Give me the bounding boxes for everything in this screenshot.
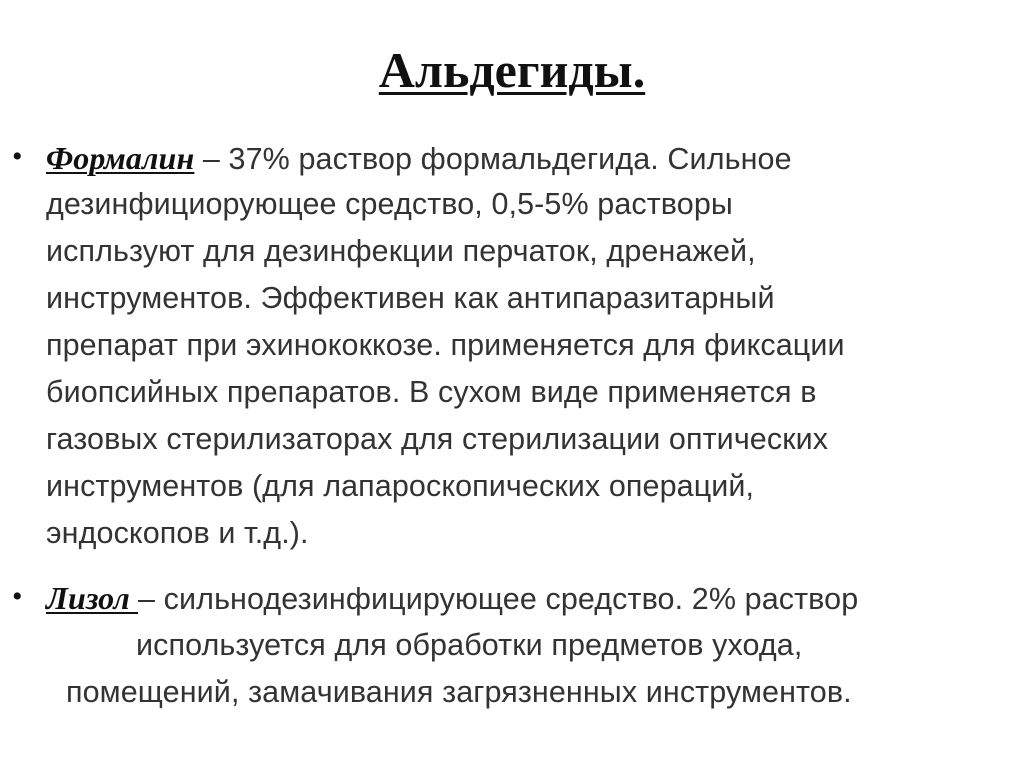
paragraph-line: используется для обработки предметов ухода, [136, 628, 803, 662]
paragraph-line: препарат при эхинококкозе. применяется для фиксации [46, 328, 845, 362]
bullet-marker: • [12, 140, 23, 173]
slide-title-text: Альдегиды. [378, 42, 646, 98]
paragraph-line: дезинфициорующее средство, 0,5-5% растворы [46, 187, 733, 221]
paragraph-line: эндоскопов и т.д.). [46, 516, 309, 550]
paragraph-text: – сильнодезинфицирующее средство. 2% раствор [138, 582, 859, 616]
paragraph-line: испльзуют для дезинфекции перчаток, дренажей, [46, 234, 756, 268]
paragraph-line: биопсийных препаратов. В сухом виде применяется в [46, 375, 817, 409]
paragraph-line: инструментов. Эффективен как антипаразитарный [46, 281, 775, 315]
paragraph-line: инструментов (для лапароскопических операций, [46, 469, 755, 503]
term-lysol: Лизол [46, 580, 139, 616]
paragraph-line: помещений, замачивания загрязненных инструментов. [66, 675, 852, 709]
paragraph-line [46, 582, 858, 615]
paragraph-line: газовых стерилизаторах для стерилизации оптических [46, 422, 829, 456]
bullet-marker: • [12, 580, 23, 613]
paragraph-text: – 37% раствор формальдегида. Сильное [194, 142, 792, 176]
term-formalin: Формалин [46, 140, 195, 176]
paragraph-line [46, 142, 792, 175]
